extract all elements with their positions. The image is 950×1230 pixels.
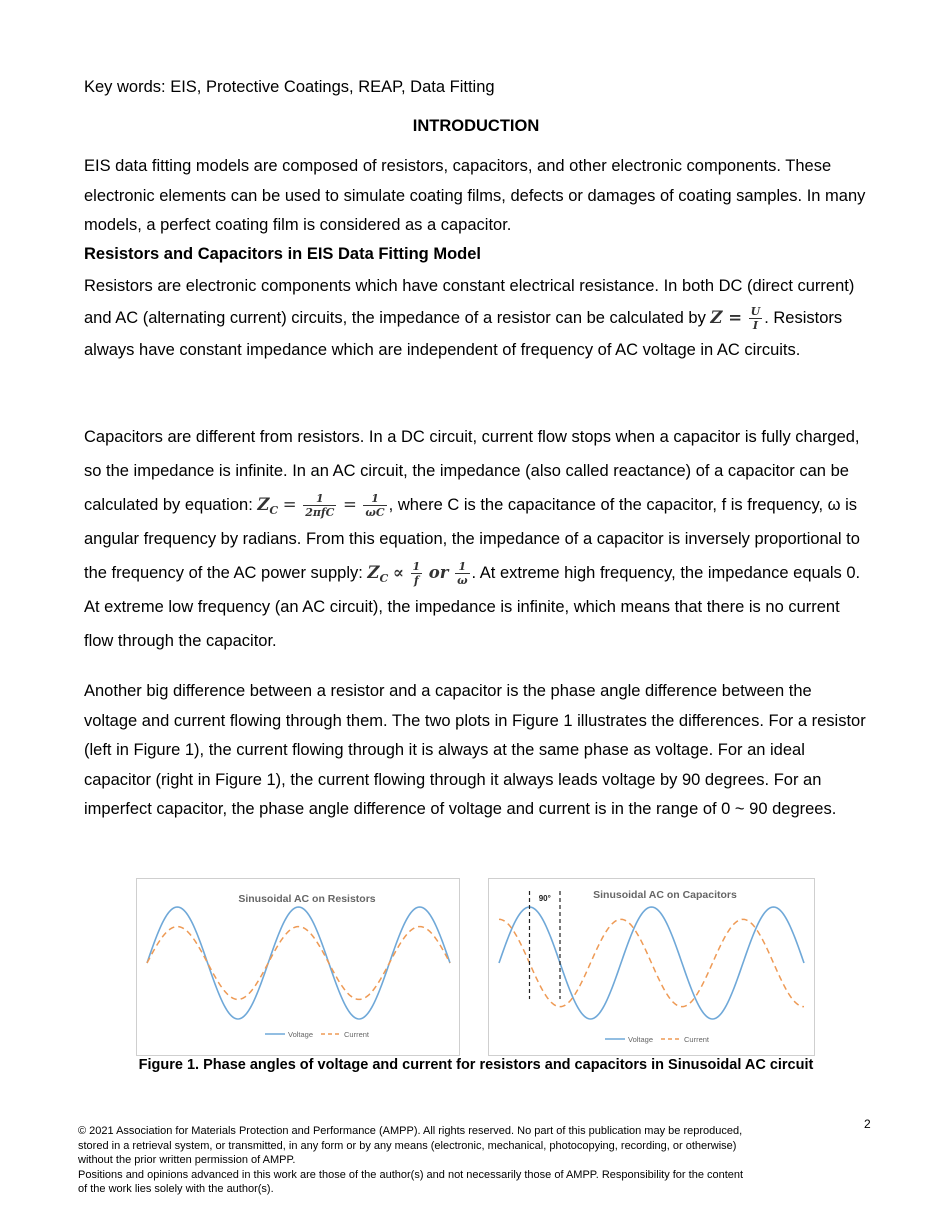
phase-annotation-label: 90°	[538, 894, 551, 903]
series-current-line	[147, 927, 450, 1000]
impedance-equation-capacitor: $Z_C$ = $\frac{1}{\text{2πfC}}$ = $\frac{1}{\omega C}$	[257, 492, 385, 520]
figure-capacitors	[488, 878, 815, 1056]
legend-label-voltage: Voltage	[288, 1030, 314, 1039]
chart-title: Sinusoidal AC on Capacitors	[593, 889, 737, 901]
figure-resistors	[136, 878, 460, 1056]
legend-label-current: Current	[684, 1035, 710, 1044]
chart-resistors	[137, 879, 459, 1055]
series-current-line	[499, 919, 804, 1006]
legend-label-current: Current	[344, 1030, 370, 1039]
subsection-heading: Resistors and Capacitors in EIS Data Fitting Model	[84, 245, 481, 263]
section-heading-introduction: INTRODUCTION	[412, 117, 540, 135]
copyright-footer: © 2021 Association for Materials Protection and Performance (AMPP). All rights reserved. No part of this publication may be reproduced, stored in a retrieval system, or transmitted, in any form or by any means (electronic, mechanical, photocopying, recording, or otherwise) without the prior written permission of AMPP. Positions and opinions advanced in this work are those of the author(s) and not necessarily those of AMPP. Responsibility for the content of the work lies solely with the author(s).	[78, 1125, 744, 1196]
resistor-paragraph: Resistors are electronic components which have constant electrical resistance. In both DC (direct current) and AC (alternating current) circuits, the impedance of a resistor can be calculated by Z = $\frac{U}{I}$ . Resistors always have constant impedance which are independent of frequency of AC voltage in AC circuits.	[84, 277, 855, 359]
keywords: Key words: EIS, Protective Coatings, REAP, Data Fitting	[84, 78, 495, 96]
intro-paragraph: EIS data fitting models are composed of resistors, capacitors, and other electronic components. These electronic elements can be used to simulate coating films, defects or damages of coating samples. In many models, a perfect coating film is considered as a capacitor.	[84, 157, 866, 234]
chart-capacitors	[489, 879, 814, 1055]
proportionality-equation: $Z_C$ ∝ $\frac{1}{f}$ or $\frac{1}{\omega}$	[367, 560, 468, 588]
capacitor-paragraph: Capacitors are different from resistors. In a DC circuit, current flow stops when a capacitor is fully charged, so the impedance is infinite. In an AC circuit, the impedance (also called reactance) of a capacitor can be calculated by equation: $Z_C$ = $\frac{1}{\text{2πfC}}$ = $\frac{1}{\omega C}$ , where C is the capacitance of the capacitor, f is frequency, ω is angular frequency by radians. From this equation, the impedance of a capacitor is inversely proportional to the frequency of the AC power supply: $Z_C$ ∝ $\frac{1}{f}$ or $\frac{1}{\omega}$ . At extreme high frequency, the impedance equals 0. At extreme low frequency (an AC circuit), the impedance is infinite, which means that there is no current flow through the capacitor.	[84, 428, 861, 650]
phase-angle-paragraph: Another big difference between a resistor and a capacitor is the phase angle difference between the voltage and current flowing through them. The two plots in Figure 1 illustrates the differences. For a resistor (left in Figure 1), the current flowing through it is always at the same phase as voltage. For an ideal capacitor (right in Figure 1), the current flowing through it always leads voltage by 90 degrees. For an imperfect capacitor, the phase angle difference of voltage and current is in the range of 0 ~ 90 degrees.	[84, 682, 866, 818]
series-voltage-line	[147, 907, 450, 1019]
chart-title: Sinusoidal AC on Resistors	[238, 893, 376, 905]
page-number: 2	[864, 1117, 871, 1131]
figure-caption: Figure 1. Phase angles of voltage and current for resistors and capacitors in Sinusoidal AC circuit	[138, 1057, 814, 1073]
legend-label-voltage: Voltage	[628, 1035, 654, 1044]
impedance-equation-resistor: Z = $\frac{U}{I}$	[710, 305, 761, 333]
